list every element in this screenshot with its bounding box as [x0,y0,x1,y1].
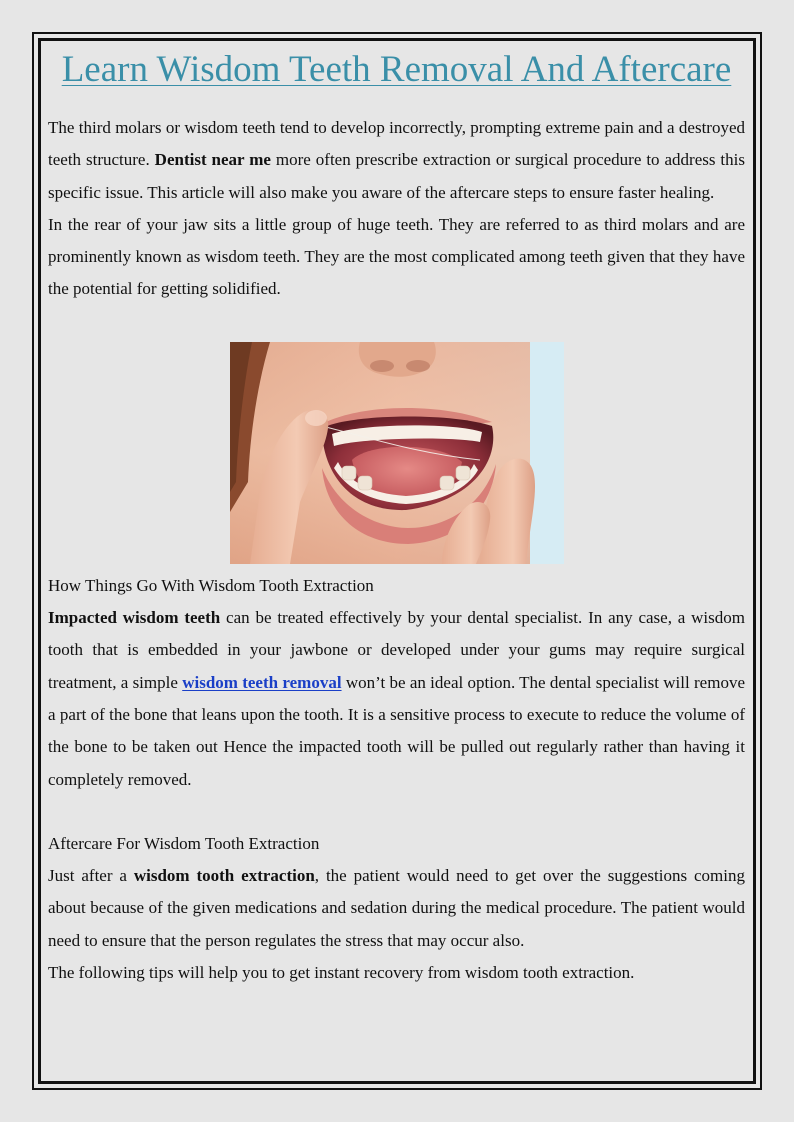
extraction-text-2: won’t be an ideal option. The dental specialist will remove a part of the bone that leans upon the tooth. It is a sensitive process to execute to reduce the volume of the bone to be taken out Hence the impacted tooth will be pulled out regularly rather than having it completely removed. [48,672,745,789]
image-container [48,342,745,564]
impacted-wisdom-teeth-bold: Impacted wisdom teeth [48,608,221,628]
aftercare-paragraph [48,860,745,957]
intro-text-1: The third molars or wisdom teeth tend to develop incorrectly, prompting extreme pain and a destroyed teeth structure. [48,118,745,170]
tips-paragraph: The following tips will help you to get instant recovery from wisdom tooth extraction. [48,963,635,983]
article [48,44,745,989]
mouth-photo [230,342,564,564]
aftercare-text-1: Just after a [48,866,134,886]
extraction-paragraph [48,602,745,796]
aftercare-text-2: , the patient would need to get over the suggestions coming about because of the given medications and sedation during the medical procedure. The patient would need to ensure that the person regulates the stress that may occur also. [48,866,745,950]
page-title: Learn Wisdom Teeth Removal And Aftercare [61,49,732,90]
wisdom-teeth-removal-link[interactable]: wisdom teeth removal [182,672,342,692]
intro-paragraph-2: In the rear of your jaw sits a little group of huge teeth. They are referred to as third molars and are prominently known as wisdom teeth. They are the most complicated among teeth given that they have the potential for getting solidified. [48,214,745,299]
wisdom-tooth-extraction-bold: wisdom tooth extraction [133,866,315,886]
paragraph-spacer [48,796,745,828]
extraction-text-1: can be treated effectively by your dental specialist. In any case, a wisdom tooth that is embedded in your jawbone or developed under your gums may require surgical treatment, a simple [48,608,745,692]
dentist-near-me-bold: Dentist near me [154,150,271,170]
intro-paragraph-1 [48,112,745,209]
intro-text-2: more often prescribe extraction or surgical procedure to address this specific issue. This article will also make you aware of the aftercare steps to ensure faster healing. [48,150,745,202]
section-heading-aftercare: Aftercare For Wisdom Tooth Extraction [48,833,320,853]
section-heading-extraction: How Things Go With Wisdom Tooth Extraction [48,575,374,595]
